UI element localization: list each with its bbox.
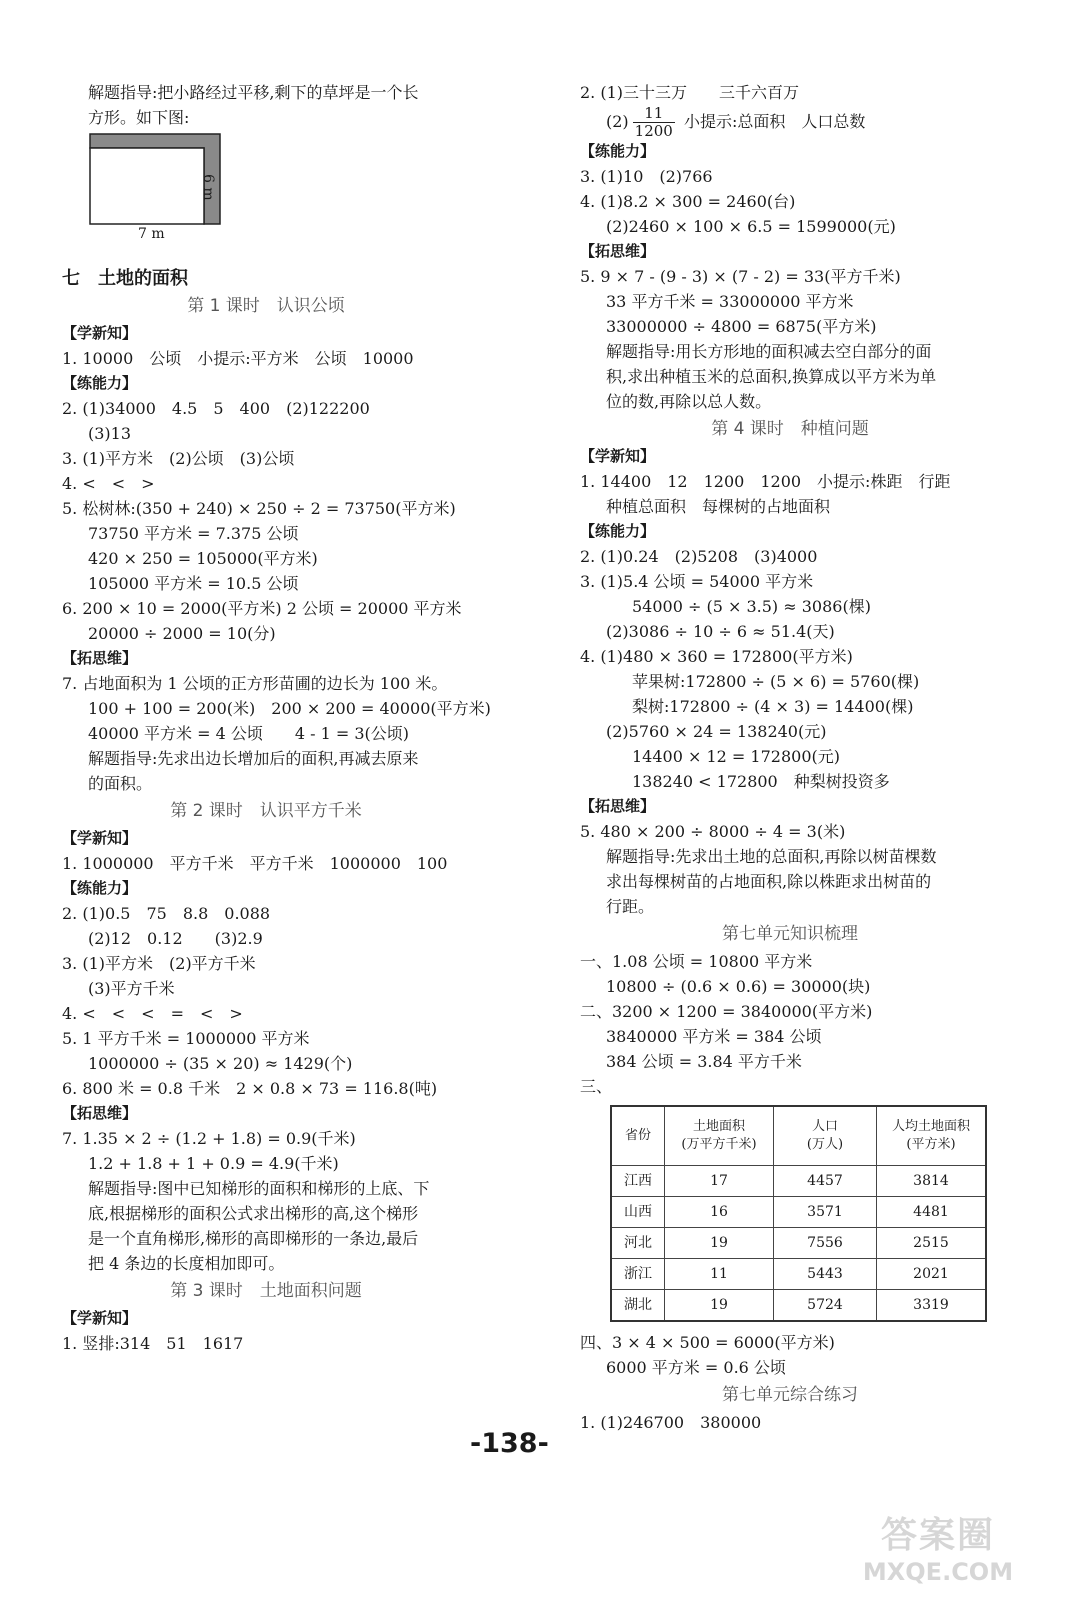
answer-line: 105000 平方米 = 10.5 公顷: [88, 574, 299, 593]
answer-line: 10800 ÷ (0.6 × 0.6) = 30000(块): [606, 977, 871, 996]
lesson-title: 第 2 课时 认识平方千米: [170, 801, 362, 821]
answer-line: 73750 平方米 = 7.375 公顷: [88, 524, 299, 543]
answer-line: (2)12 0.12 (3)2.9: [88, 929, 263, 948]
answer-line: 14400 × 12 = 172800(元): [632, 747, 840, 766]
answer-line: 把 4 条边的长度相加即可。: [88, 1254, 285, 1273]
section-tag: 【学新知】: [62, 829, 138, 847]
answer-line: 2. (1)0.24 (2)5208 (3)4000: [580, 547, 818, 566]
answer-line: 20000 ÷ 2000 = 10(分): [88, 624, 276, 643]
guide-line: 方形。如下图:: [88, 108, 190, 127]
answer-line: 4. < < >: [62, 474, 155, 493]
table-cell: 19: [665, 1290, 774, 1322]
answer-line: 6. 200 × 10 = 2000(平方米) 2 公顷 = 20000 平方米: [62, 599, 462, 618]
answer-line: 位的数,再除以总人数。: [606, 392, 772, 411]
table-cell: 7556: [774, 1228, 877, 1259]
watermark-logo: [843, 1507, 1033, 1586]
answer-line: 1. 14400 12 1200 1200 小提示:株距 行距: [580, 472, 951, 491]
table-row: [611, 1228, 986, 1259]
table-header-cell: 土地面积 (万平方千米): [665, 1106, 774, 1166]
fraction-denominator: 1200: [634, 122, 673, 140]
left-column: [62, 80, 491, 1356]
section-tag: 【学新知】: [62, 324, 138, 342]
answer-line: 100 + 100 = 200(米) 200 × 200 = 40000(平方米): [88, 699, 491, 718]
page-number: -138-: [470, 1428, 549, 1459]
answer-line: 4. (1)480 × 360 = 172800(平方米): [580, 647, 853, 666]
table-header-cell: 人均土地面积 (平方米): [877, 1106, 987, 1166]
answer-line: 7. 1.35 × 2 ÷ (1.2 + 1.8) = 0.9(千米): [62, 1129, 356, 1148]
watermark-logo-top: 答案圈: [880, 1515, 995, 1556]
table-cell: 3571: [774, 1197, 877, 1228]
table-cell: 江西: [611, 1166, 665, 1197]
answer-line: 解题指导:图中已知梯形的面积和梯形的上底、下: [88, 1179, 430, 1198]
fraction-numerator: 11: [633, 105, 675, 123]
answer-line: (2)3086 ÷ 10 ÷ 6 ≈ 51.4(天): [606, 622, 835, 641]
table-row: [611, 1259, 986, 1290]
table-cell: 5724: [774, 1290, 877, 1322]
fraction-prefix: (2): [606, 112, 629, 131]
answer-line: 7. 占地面积为 1 公顷的正方形苗圃的边长为 100 米。: [62, 674, 448, 693]
answer-line: 是一个直角梯形,梯形的高即梯形的一条边,最后: [88, 1229, 419, 1248]
province-table: [610, 1105, 987, 1322]
lesson-title: 第 1 课时 认识公顷: [187, 296, 345, 316]
answer-line: 3. (1)平方米 (2)平方千米: [62, 954, 256, 973]
section-tag: 【学新知】: [580, 447, 656, 465]
table-cell: 16: [665, 1197, 774, 1228]
answer-line: 54000 ÷ (5 × 3.5) ≈ 3086(棵): [632, 597, 871, 616]
answer-line: 二、3200 × 1200 = 3840000(平方米): [580, 1002, 873, 1021]
lesson-title: 第 3 课时 土地面积问题: [170, 1281, 362, 1301]
answer-line: 6000 平方米 = 0.6 公顷: [606, 1358, 786, 1377]
answer-line: 6. 800 米 = 0.8 千米 2 × 0.8 × 73 = 116.8(吨): [62, 1079, 438, 1098]
answer-line: 40000 平方米 = 4 公顷 4 - 1 = 3(公顷): [88, 724, 410, 743]
table-cell: 4457: [774, 1166, 877, 1197]
answer-line: (3)平方千米: [88, 979, 175, 998]
answer-line: 1.2 + 1.8 + 1 + 0.9 = 4.9(千米): [88, 1154, 339, 1173]
table-cell: 11: [665, 1259, 774, 1290]
answer-line: 1. (1)246700 380000: [580, 1413, 762, 1432]
table-cell: 3319: [877, 1290, 987, 1322]
answer-line: 解题指导:先求出边长增加后的面积,再减去原来: [88, 749, 419, 768]
fraction-line: [580, 105, 1000, 139]
section-tag: 【拓思维】: [62, 1104, 138, 1122]
section-tag: 【学新知】: [62, 1309, 138, 1327]
answer-line: 3840000 平方米 = 384 公顷: [606, 1027, 822, 1046]
answer-line: 解题指导:用长方形地的面积减去空白部分的面: [606, 342, 932, 361]
section-tag: 【练能力】: [62, 879, 138, 897]
answer-line: 5. 松树林:(350 + 240) × 250 ÷ 2 = 73750(平方米): [62, 499, 456, 518]
section-tag: 【练能力】: [580, 142, 656, 160]
table-cell: 浙江: [611, 1259, 665, 1290]
table-cell: 17: [665, 1166, 774, 1197]
section-tag: 【拓思维】: [580, 797, 656, 815]
table-cell: 河北: [611, 1228, 665, 1259]
guide-line: 解题指导:把小路经过平移,剩下的草坪是一个长: [88, 83, 419, 102]
table-cell: 3814: [877, 1166, 987, 1197]
section-tag: 【拓思维】: [580, 242, 656, 260]
answer-line: 底,根据梯形的面积公式求出梯形的高,这个梯形: [88, 1204, 419, 1223]
answer-line: 三、: [580, 1077, 613, 1096]
right-column: [580, 80, 1000, 1435]
answer-line: 种植总面积 每棵树的占地面积: [606, 497, 831, 516]
table-row: [611, 1290, 986, 1322]
answer-line: 解题指导:先求出土地的总面积,再除以树苗棵数: [606, 847, 937, 866]
answer-line: 5. 1 平方千米 = 1000000 平方米: [62, 1029, 310, 1048]
fraction-hint: 小提示:总面积 人口总数: [683, 112, 866, 131]
answer-line: 4. (1)8.2 × 300 = 2460(台): [580, 192, 796, 211]
answer-line: 积,求出种植玉米的总面积,换算成以平方米为单: [606, 367, 937, 386]
lesson-title: 第 4 课时 种植问题: [711, 419, 869, 439]
answer-line: 2. (1)34000 4.5 5 400 (2)122200: [62, 399, 370, 418]
answer-line: 384 公顷 = 3.84 平方千米: [606, 1052, 802, 1071]
table-cell: 2021: [877, 1259, 987, 1290]
answer-line: 的面积。: [88, 774, 153, 793]
table-cell: 2515: [877, 1228, 987, 1259]
table-cell: 山西: [611, 1197, 665, 1228]
table-cell: 19: [665, 1228, 774, 1259]
section-tag: 【练能力】: [580, 522, 656, 540]
answer-line: 33 平方千米 = 33000000 平方米: [606, 292, 854, 311]
answer-line: 1. 竖排:314 51 1617: [62, 1334, 244, 1353]
answer-line: 3. (1)10 (2)766: [580, 167, 713, 186]
answer-line: 2. (1)0.5 75 8.8 0.088: [62, 904, 271, 923]
answer-line: 5. 480 × 200 ÷ 8000 ÷ 4 = 3(米): [580, 822, 846, 841]
answer-line: 138240 < 172800 种梨树投资多: [632, 772, 890, 791]
answer-line: 420 × 250 = 105000(平方米): [88, 549, 318, 568]
table-cell: 湖北: [611, 1290, 665, 1322]
answer-line: 1. 1000000 平方千米 平方千米 1000000 100: [62, 854, 448, 873]
answer-line: (3)13: [88, 424, 132, 443]
exercise-title: 第七单元综合练习: [722, 1385, 858, 1405]
table-header-cell: 人口 (万人): [774, 1106, 877, 1166]
section-tag: 【拓思维】: [62, 649, 138, 667]
answer-line: 求出每棵树苗的占地面积,除以株距求出树苗的: [606, 872, 932, 891]
table-row: [611, 1197, 986, 1228]
fraction: [633, 105, 675, 140]
answer-line: (2)5760 × 24 = 138240(元): [606, 722, 827, 741]
watermark-logo-bottom: MXQE.COM: [862, 1558, 1014, 1586]
table-row: [611, 1166, 986, 1197]
review-title: 第七单元知识梳理: [722, 924, 858, 944]
chapter-title: 七 土地的面积: [62, 268, 188, 289]
table-cell: 5443: [774, 1259, 877, 1290]
answer-line: 4. < < < = < >: [62, 1004, 243, 1023]
table-header-cell: 省份: [611, 1106, 665, 1166]
answer-line: 3. (1)平方米 (2)公顷 (3)公顷: [62, 449, 295, 468]
answer-line: 行距。: [606, 897, 655, 916]
answer-line: 梨树:172800 ÷ (4 × 3) = 14400(棵): [632, 697, 914, 716]
lawn-figure: [62, 132, 470, 260]
answer-line: 苹果树:172800 ÷ (5 × 6) = 5760(棵): [632, 672, 920, 691]
answer-line: 四、3 × 4 × 500 = 6000(平方米): [580, 1333, 835, 1352]
answer-line: 一、1.08 公顷 = 10800 平方米: [580, 952, 813, 971]
answer-line: 5. 9 × 7 - (9 - 3) × (7 - 2) = 33(平方千米): [580, 267, 901, 286]
answer-line: 1000000 ÷ (35 × 20) ≈ 1429(个): [88, 1054, 353, 1073]
table-cell: 4481: [877, 1197, 987, 1228]
table-header-row: [611, 1106, 986, 1166]
answer-line: 3. (1)5.4 公顷 = 54000 平方米: [580, 572, 814, 591]
section-tag: 【练能力】: [62, 374, 138, 392]
height-label: 6 m: [200, 174, 216, 201]
width-label: 7 m: [138, 226, 165, 242]
answer-line: 1. 10000 公顷 小提示:平方米 公顷 10000: [62, 349, 414, 368]
answer-line: (2)2460 × 100 × 6.5 = 1599000(元): [606, 217, 896, 236]
answer-line: 2. (1)三十三万 三千六百万: [580, 83, 800, 102]
answer-line: 33000000 ÷ 4800 = 6875(平方米): [606, 317, 877, 336]
